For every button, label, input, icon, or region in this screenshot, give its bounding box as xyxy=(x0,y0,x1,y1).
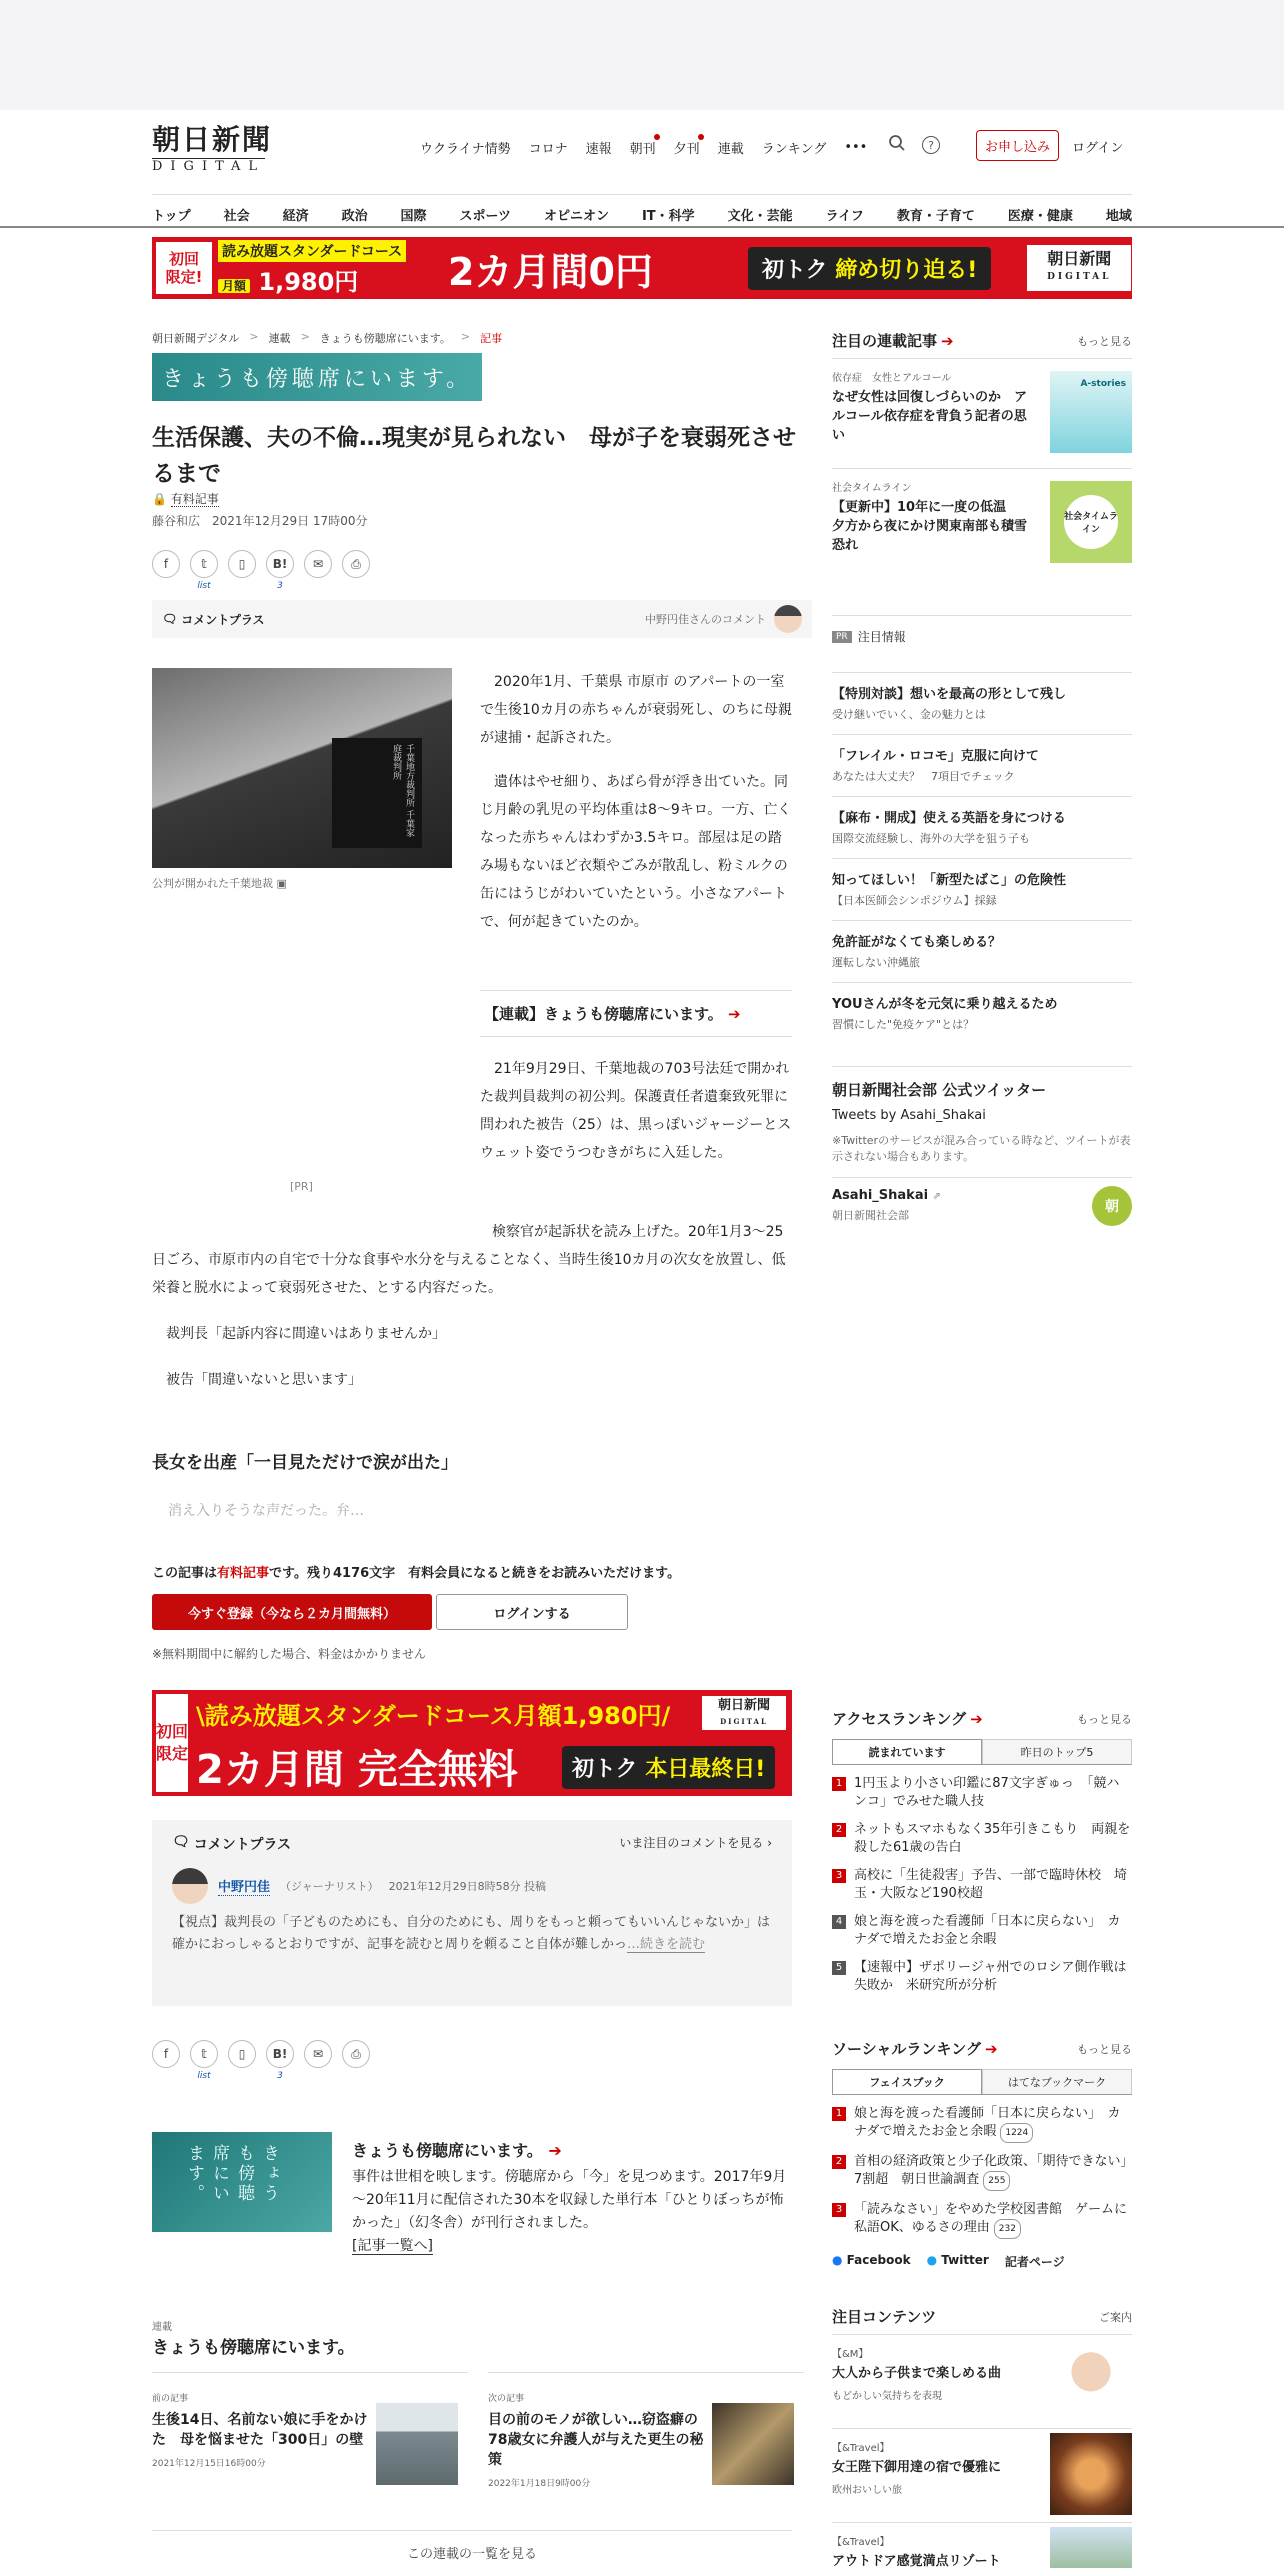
article-body-2: 21年9月29日、千葉地裁の703号法廷で開かれた裁判員裁判の初公判。保護責任者遺棄致死罪に問われた被告（25）は、黒っぽいジャージーとスウェット姿でうつむきがちに入廷した。 xyxy=(480,1061,792,1161)
share-bar-bottom xyxy=(152,2040,370,2081)
login-link[interactable]: ログイン xyxy=(1072,141,1124,156)
mail-icon[interactable]: ✉ xyxy=(304,2040,332,2068)
nav-ranking[interactable]: ランキング xyxy=(761,142,827,157)
more-link[interactable]: もっと見る xyxy=(1077,334,1132,348)
external-link-icon: ⇗ xyxy=(932,1191,941,1202)
prev-thumbnail xyxy=(376,2403,458,2485)
info-item[interactable]: YOUさんが冬を元気に乗り越えるため 習慣にした"免疫ケア"とは？ xyxy=(832,982,1132,1032)
next-thumbnail xyxy=(712,2403,794,2485)
cat-region[interactable]: 地域 xyxy=(1105,209,1132,224)
info-item[interactable]: 【麻布・開成】使える英語を身につける 国際交流経験し、海外の大学を狙う子も xyxy=(832,796,1132,846)
account-icon: 朝 xyxy=(1092,1186,1132,1226)
search-icon[interactable] xyxy=(888,134,906,156)
lock-icon: 🔒 xyxy=(152,492,167,506)
info-item[interactable]: 【特別対談】想いを最高の形として残し 受け継いでいく、金の魅力とは xyxy=(832,672,1132,722)
social-ranking: ソーシャルランキング ➔ もっと見る フェイスブック はてなブックマーク 1 娘と海を渡った看護師「日本に戻らない」 カナダで増えたお金と余暇 1224 2 首相の経済政策と少子化政策、「期待できない」7割超 朝日世論調査 255 3 「読みなさい」をやめた学校図書館 ゲームに私語OK、ゆるさの理由 232 ● Facebook ● Twitter 記者ページ xyxy=(832,2039,1132,2269)
breadcrumb-current: 記事 xyxy=(480,332,503,345)
read-more-link[interactable]: …続きを読む xyxy=(627,1937,706,1952)
nav-series[interactable]: 連載 xyxy=(717,142,744,157)
featured-thumb-1: A-stories xyxy=(1050,371,1132,453)
cat-sports[interactable]: スポーツ xyxy=(459,209,512,224)
clip-icon[interactable]: ▯ xyxy=(228,2040,256,2068)
featured-item-1[interactable]: 依存症 女性とアルコール なぜ女性は回復しづらいのか アルコール依存症を背負う記者の思い A-stories xyxy=(832,358,1132,445)
breadcrumb-series-name[interactable]: きょうも傍聴席にいます。 xyxy=(319,332,451,345)
pr-label: [PR] xyxy=(290,1180,313,1193)
avatar xyxy=(172,1868,208,1904)
article-title: 生活保護、夫の不倫…現実が見られない 母が子を衰弱死させるまで xyxy=(152,425,796,487)
tab-facebook[interactable]: フェイスブック xyxy=(832,2069,982,2094)
login-button[interactable]: ログインする xyxy=(436,1594,628,1630)
brand-logo: 朝日新聞 DIGITAL xyxy=(1027,245,1131,291)
featured-thumb-2: 社会タイムライン xyxy=(1050,481,1132,563)
nav-breaking[interactable]: 速報 xyxy=(585,142,612,157)
arrow-right-icon: ➔ xyxy=(941,331,954,350)
cat-health[interactable]: 医療・健康 xyxy=(1007,209,1073,224)
tab-most-read[interactable]: 読まれています xyxy=(832,1739,982,1764)
article-photo[interactable]: 千葉地方裁判所 千葉家庭裁判所 xyxy=(152,668,452,868)
top-ad-area xyxy=(0,0,1284,110)
facebook-icon: ● xyxy=(832,2253,843,2267)
article-body-3: 検察官が起訴状を読み上げた。20年1月3～25日ごろ、市原市内の自宅で十分な食事や水分を与えることなく、当時生後10カ月の次女を放置し、低栄養と脱水によって衰弱死させた、とする内容だった。 裁判長「起訴内容に間違いはありませんか」 被告「間違いないと思います」 xyxy=(152,1224,786,1388)
arrow-right-icon: ➔ xyxy=(984,2039,998,2058)
breadcrumb-series[interactable]: 連載 xyxy=(268,332,291,345)
share-bar-top xyxy=(152,550,370,591)
prev-article[interactable]: 前の記事 生後14日、名前ない娘に手をかけた 母を悩ませた「300日」の壁 2021年12月15日16時00分 xyxy=(152,2372,468,2482)
featured-series: 注目の連載記事 ➔ もっと見る xyxy=(832,331,1132,350)
more-series-link[interactable]: この連載の一覧を見る xyxy=(152,2530,792,2562)
arrow-right-icon: ➔ xyxy=(970,1709,983,1728)
free-note: ※無料期間中に解約した場合、料金はかかりません xyxy=(152,1647,427,1661)
tab-hatena[interactable]: はてなブックマーク xyxy=(982,2069,1132,2094)
mail-icon[interactable]: ✉ xyxy=(304,550,332,578)
facebook-icon[interactable]: f xyxy=(152,550,180,578)
ranking-item[interactable]: 2 ネットもスマホもなく35年引きこもり 両親を殺した61歳の告白 xyxy=(832,1821,1132,1857)
header-icons xyxy=(888,134,940,156)
cat-opinion[interactable]: オピニオン xyxy=(543,209,609,224)
facebook-link[interactable]: ● Facebook xyxy=(832,2253,911,2267)
nav-morning[interactable]: 朝刊 xyxy=(630,138,656,157)
nav-ukraine[interactable]: ウクライナ情勢 xyxy=(420,142,511,157)
comment-icon: 🗨 xyxy=(172,1834,190,1850)
related-series-title: きょうも傍聴席にいます。 xyxy=(152,2338,355,2358)
faded-text: 消え入りそうな声だった。弁… xyxy=(168,1503,364,1519)
twitter-account[interactable]: Asahi_Shakai ⇗ xyxy=(832,1188,941,1203)
comment-icon: 🗨 xyxy=(162,612,178,626)
new-dot-icon xyxy=(654,134,660,140)
reporter-page-link[interactable]: 記者ページ xyxy=(1004,2255,1065,2269)
subscribe-button[interactable]: お申し込み xyxy=(976,130,1059,161)
section-heading: 長女を出産「一目見ただけで涙が出た」 xyxy=(152,1453,458,1473)
photo-caption: 公判が開かれた千葉地裁 ▣ xyxy=(152,877,287,890)
promo-badge: 初回 限定! xyxy=(156,242,212,294)
series-title-link[interactable]: きょうも傍聴席にいます。 ➔ xyxy=(352,2141,562,2160)
twitter-widget: 朝日新聞社会部 公式ツイッター Tweets by Asahi_Shakai ※Twitterのサービスが混み合っている時など、ツイートが表示されない場合もあります。 Asahi_Shakai ⇗ 朝日新聞社会部 朝 xyxy=(832,1066,1132,1233)
cat-life[interactable]: ライフ xyxy=(825,209,864,224)
ranking-item[interactable]: 1 1円玉より小さい印鑑に87文字ぎゅっ 「競ハンコ」でみせた職人技 xyxy=(832,1775,1132,1811)
paywall-message: この記事は有料記事です。残り4176文字 有料会員になると続きをお読みいただけます。 xyxy=(152,1566,681,1581)
ranking-item[interactable]: 3 「読みなさい」をやめた学校図書館 ゲームに私語OK、ゆるさの理由 232 xyxy=(832,2201,1132,2239)
featured-item-2[interactable]: 社会タイムライン 【更新中】10年に一度の低温 夕方から夜にかけ関東南部も積雪恐れ 社会タイムライン xyxy=(832,468,1132,555)
access-ranking: アクセスランキング ➔ もっと見る 読まれています 昨日のトップ5 1 1円玉より小さい印鑑に87文字ぎゅっ 「競ハンコ」でみせた職人技 2 ネットもスマホもなく35年引きこもり 両親を殺した61歳の告白 3 高校に「生徒殺害」予告、一部で臨時休校 埼玉・大阪など190校超 4 娘と海を渡った看護師「日本に戻らない」 カナダで増えたお金と余暇 5 【速報中】ザポリージャ州でのロシア側作戦は失敗か 米研究所が分析 xyxy=(832,1709,1132,1993)
next-article[interactable]: 次の記事 目の前のモノが欲しい…窃盗癖の78歳女に弁護人が与えた更生の秘策 2022年1月18日9時00分 xyxy=(488,2372,804,2482)
content-item[interactable]: 【&Travel】 女王陛下御用達の宿で優雅に 欧州おいしい旅 xyxy=(832,2428,1132,2520)
cat-society[interactable]: 社会 xyxy=(223,209,250,224)
register-button[interactable]: 今すぐ登録（今なら２カ月間無料） xyxy=(152,1594,432,1630)
promo-banner-2[interactable]: 初回 限定 \読み放題スタンダードコース月額1,980円/ 2カ月間 完全無料 初トク 本日最終日! 朝日新聞 DIGITAL xyxy=(152,1690,792,1796)
article-body-1: 2020年1月、千葉県 市原市 のアパートの一室で生後10カ月の赤ちゃんが衰弱死し、のちに母親が逮捕・起訴された。 遺体はやせ細り、あばら骨が浮き出ていた。同じ月齢の乳児の平均体重は8～9キロ。一方、亡くなった赤ちゃんはわずか3.5キロ。部屋は足の踏み場もないほど衣類やごみが散乱し、粉ミルクの缶にはうじがわいていたという。小さなアパートで、何が起きていたのか。 xyxy=(480,674,792,930)
cat-education[interactable]: 教育・子育て xyxy=(896,209,975,224)
content-thumb xyxy=(1050,2433,1132,2515)
cat-top[interactable]: トップ xyxy=(152,209,191,224)
print-icon[interactable]: ⎙ xyxy=(342,2040,370,2068)
promo-banner[interactable]: 初回 限定! 読み放題スタンダードコース 月額 1,980円 2カ月間0円 初トク 締め切り迫る! 朝日新聞 DIGITAL xyxy=(152,237,1132,299)
tab-yesterday-top5[interactable]: 昨日のトップ5 xyxy=(982,1739,1132,1764)
avatar xyxy=(774,605,802,633)
site-header xyxy=(0,110,1284,228)
breadcrumb-home[interactable]: 朝日新聞デジタル xyxy=(152,332,240,345)
print-icon[interactable]: ⎙ xyxy=(342,550,370,578)
new-dot-icon xyxy=(698,134,704,140)
pr-section: PR 注目情報 xyxy=(832,615,1132,645)
commenter-link[interactable]: 中野円佳さんのコメント xyxy=(645,613,766,626)
more-link[interactable]: もっと見る xyxy=(1077,2042,1132,2056)
series-image[interactable]: きょうも傍聴席にいます。 xyxy=(152,2132,332,2232)
commenter-name[interactable]: 中野円佳 xyxy=(218,1876,270,1896)
content-thumb xyxy=(1050,2527,1132,2568)
cat-economy[interactable]: 経済 xyxy=(282,209,309,224)
byline: 藤谷和広 2021年12月29日 17時00分 xyxy=(152,514,368,528)
info-item[interactable]: 「フレイル・ロコモ」克服に向けて あなたは大丈夫？ 7項目でチェック xyxy=(832,734,1132,784)
cat-it-science[interactable]: IT・科学 xyxy=(641,209,695,224)
cat-international[interactable]: 国際 xyxy=(400,209,427,224)
nav-evening[interactable]: 夕刊 xyxy=(674,138,700,157)
tweets-link[interactable]: Tweets by Asahi_Shakai xyxy=(832,1108,986,1123)
facebook-icon[interactable]: f xyxy=(152,2040,180,2068)
clip-icon[interactable]: ▯ xyxy=(228,550,256,578)
paid-label: 🔒 有料記事 xyxy=(152,492,219,506)
twitter-icon: ● xyxy=(926,2253,938,2267)
series-link[interactable]: 【連載】きょうも傍聴席にいます。 ➔ xyxy=(480,990,792,1037)
hatena-icon[interactable]: B! 3 xyxy=(266,2040,294,2068)
header-nav xyxy=(420,138,867,157)
comment-plus-box: 🗨 コメントプラス いま注目のコメントを見る › 中野円佳 （ジャーナリスト） 2021年12月29日8時58分 投稿 【視点】裁判長の「子どものためにも、自分のためにも、周りをもっと頼ってもいいんじゃないか」は確かにおっしゃるとおりですが、記事を読むと周りを頼ること自体が難しかっ…続きを読む xyxy=(152,1820,792,2006)
ranking-item[interactable]: 1 娘と海を渡った看護師「日本に戻らない」 カナダで増えたお金と余暇 1224 xyxy=(832,2105,1132,2143)
ranking-item[interactable]: 3 高校に「生徒殺害」予告、一部で臨時休校 埼玉・大阪など190校超 xyxy=(832,1867,1132,1903)
more-link[interactable]: もっと見る xyxy=(1077,1712,1132,1726)
series-info-box: きょうも傍聴席にいます。 きょうも傍聴席にいます。 ➔ 事件は世相を映します。傍聴席から「今」を見つめます。2017年9月～20年11月に配信された30本を収録した単行本「ひとりぼっちが怖かった」（幻冬舎）が刊行されました。 [記事一覧へ] xyxy=(152,2132,792,2262)
comment-plus-bar[interactable]: 🗨 コメントプラス 中野円佳さんのコメント xyxy=(152,600,812,638)
see-comments-link[interactable]: いま注目のコメントを見る › xyxy=(619,1836,772,1850)
content-item[interactable]: 【&M】 大人から子供まで楽しめる曲 もどかしい気持ちを表現 xyxy=(832,2334,1132,2426)
cat-culture[interactable]: 文化・芸能 xyxy=(727,209,793,224)
ranking-item[interactable]: 2 首相の経済政策と少子化政策、「期待できない」7割超 朝日世論調査 255 xyxy=(832,2153,1132,2191)
content-item[interactable]: 【&Travel】 アウトドア感覚満点リゾート xyxy=(832,2522,1132,2568)
more-menu-icon[interactable]: ••• xyxy=(844,140,868,155)
twitter-link[interactable]: ● Twitter xyxy=(926,2253,989,2267)
ranking-item[interactable]: 4 娘と海を渡った看護師「日本に戻らない」 カナダで増えたお金と余暇 xyxy=(832,1913,1132,1949)
brand-logo: 朝日新聞 DIGITAL xyxy=(702,1696,786,1730)
twitter-icon[interactable]: 𝕥 list xyxy=(190,2040,218,2068)
content-thumb xyxy=(1050,2339,1132,2421)
arrow-right-icon: ➔ xyxy=(548,2141,562,2160)
nav-corona[interactable]: コロナ xyxy=(528,142,568,157)
featured-contents: 注目コンテンツ ご案内 xyxy=(832,2308,1132,2326)
category-nav xyxy=(152,194,1132,224)
series-banner[interactable]: きょうも傍聴席にいます。 xyxy=(152,353,482,401)
ranking-item[interactable]: 5 【速報中】ザポリージャ州でのロシア側作戦は失敗か 米研究所が分析 xyxy=(832,1959,1132,1995)
hatena-icon[interactable]: B! 3 xyxy=(266,550,294,578)
info-item[interactable]: 免許証がなくても楽しめる？ 運転しない沖縄旅 xyxy=(832,920,1132,970)
breadcrumb: 朝日新聞デジタル > 連載 > きょうも傍聴席にいます。 > 記事 xyxy=(152,330,503,345)
info-list xyxy=(832,672,1132,1044)
article-list-link[interactable]: [記事一覧へ] xyxy=(352,2238,433,2254)
arrow-right-icon: ➔ xyxy=(728,1005,741,1023)
image-icon[interactable]: ▣ xyxy=(276,877,287,890)
site-logo[interactable]: 朝日新聞 DIGITAL xyxy=(152,123,273,174)
help-icon[interactable]: ? xyxy=(922,136,940,154)
cat-politics[interactable]: 政治 xyxy=(341,209,368,224)
guide-link[interactable]: ご案内 xyxy=(1099,2310,1132,2324)
twitter-icon[interactable]: 𝕥 list xyxy=(190,550,218,578)
info-item[interactable]: 知ってほしい！「新型たばこ」の危険性 【日本医師会シンポジウム】採録 xyxy=(832,858,1132,908)
